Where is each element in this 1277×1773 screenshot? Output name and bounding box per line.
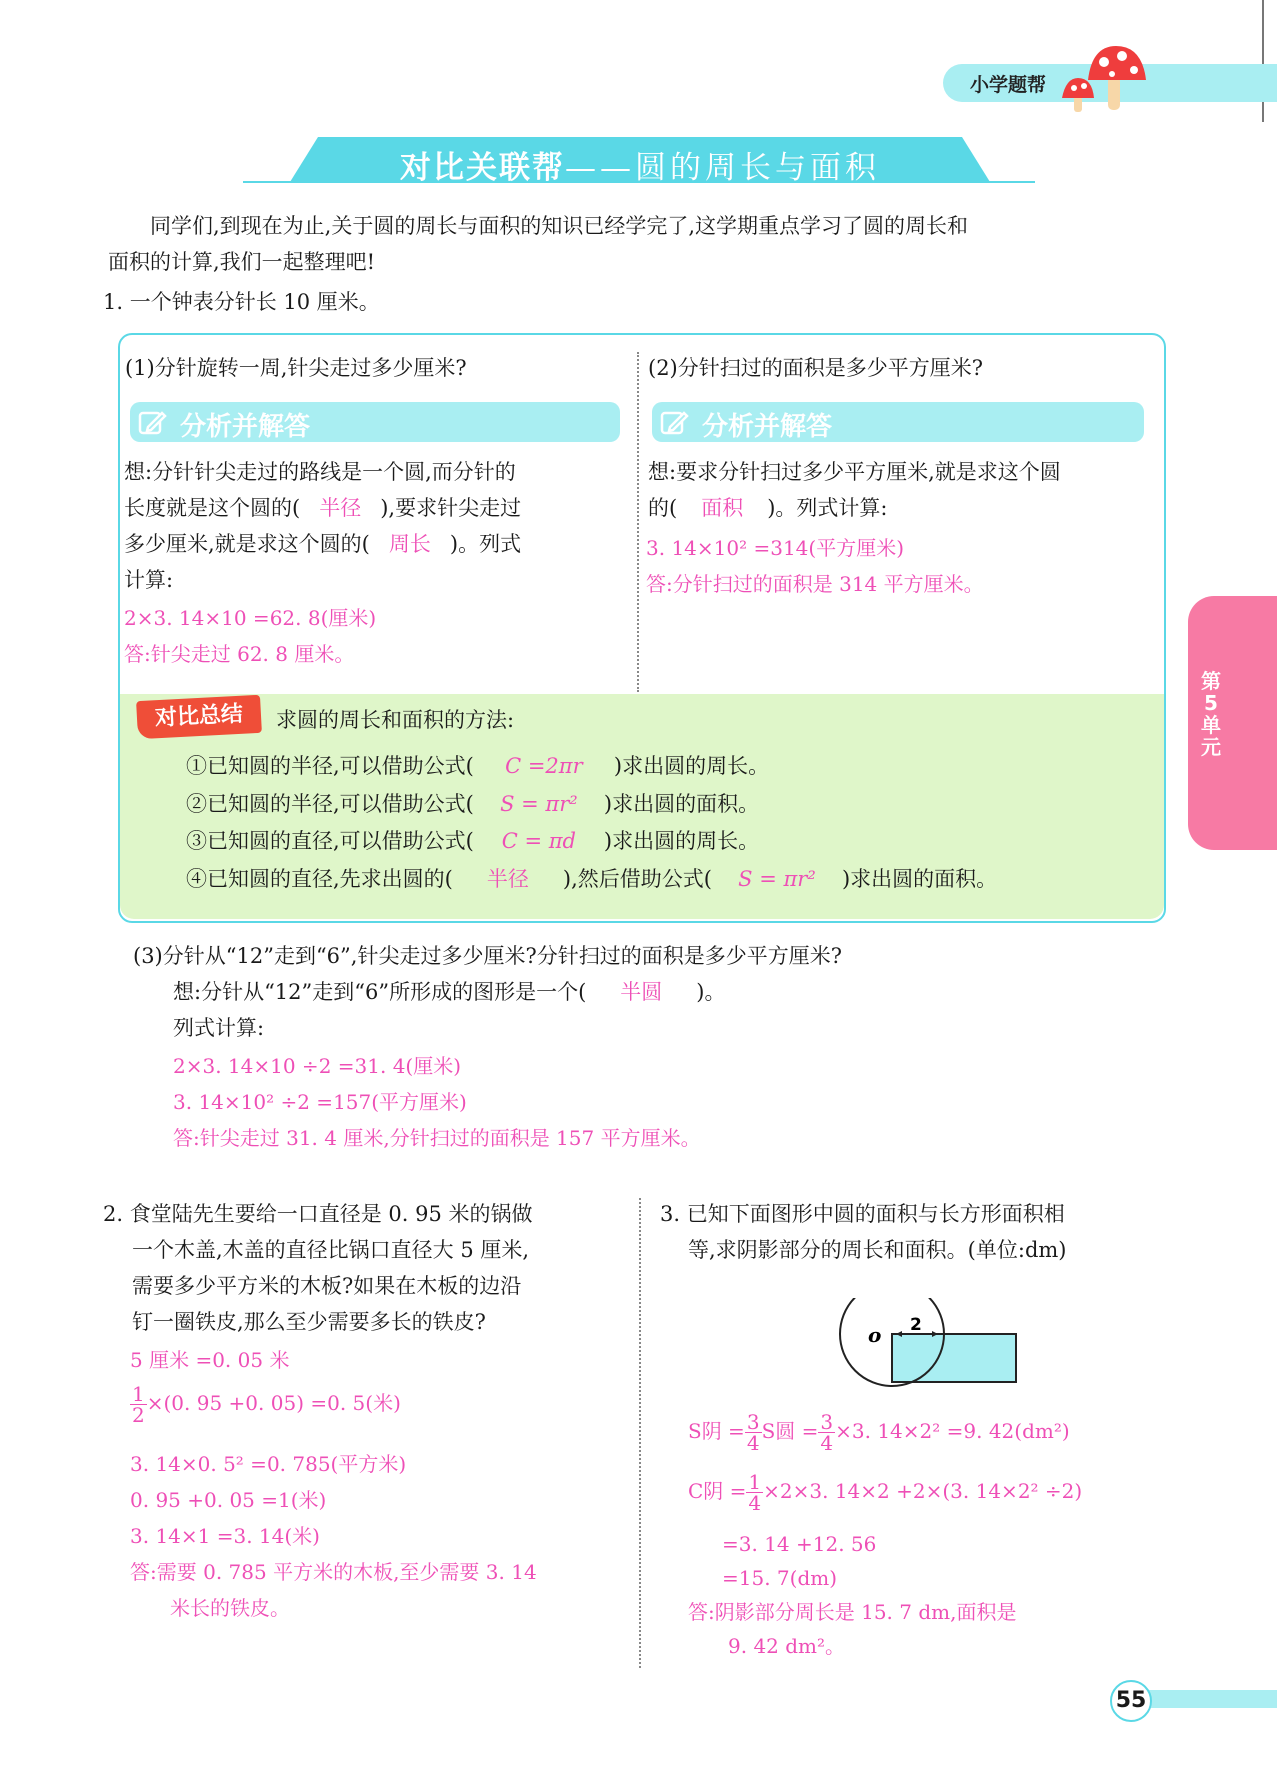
formula-4: S = πr² [738, 867, 816, 891]
q2-answer-2: 米长的铁皮。 [170, 1596, 290, 1620]
summary-lead: 求圆的周长和面积的方法: [276, 708, 515, 732]
title-dash: —— [565, 150, 635, 186]
q1-p3-think: 想:分针从“12”走到“6”所形成的图形是一个( 半圆 )。 [173, 974, 726, 1010]
summary-item-1: ①已知圆的半径,可以借助公式( C =2πr )求出圆的周长。 [186, 748, 769, 784]
intro-line-2: 面积的计算,我们一起整理吧! [108, 250, 376, 274]
q1-p1-question: (1)分针旋转一周,针尖走过多少厘米? [125, 356, 467, 380]
edit-icon [660, 409, 690, 437]
q1-p2-answer: 答:分针扫过的面积是 314 平方厘米。 [646, 572, 984, 596]
q2-step-4: 0. 95 +0. 05 =1(米) [130, 1488, 327, 1512]
q1-p3-question: (3)分针从“12”走到“6”,针尖走过多少厘米?分针扫过的面积是多少平方厘米? [133, 944, 842, 968]
q3-answer-2: 9. 42 dm²。 [728, 1634, 846, 1658]
circle-rectangle-figure [830, 1298, 1030, 1408]
q3-perimeter-calc: C阴 = $\frac{1}{4}$ ×2×3. 14×2 +2×(3. 14×2² ÷2) [688, 1470, 1083, 1515]
page-bar [1148, 1690, 1277, 1708]
q2-step-1: 5 厘米 =0. 05 米 [130, 1348, 290, 1372]
q1-p2-question: (2)分针扫过的面积是多少平方厘米? [648, 356, 984, 380]
brand-name: 小学题帮 [970, 74, 1047, 96]
blank-perimeter: 周长 [388, 532, 431, 556]
q1-p2-think-1: 想:要求分针扫过多少平方厘米,就是求这个圆 [648, 460, 1061, 484]
q1-p1-calc: 2×3. 14×10 =62. 8(厘米) [124, 606, 377, 630]
card-divider [637, 352, 639, 692]
q3-line-2: 等,求阴影部分的周长和面积。(单位:dm) [688, 1238, 1067, 1262]
summary-item-3: ③已知圆的直径,可以借助公式( C = πd )求出圆的周长。 [186, 823, 759, 859]
q1-p3-calc-label: 列式计算: [173, 1016, 265, 1040]
q2-step-2: $\frac{1}{2}$ ×(0. 95 +0. 05) =0. 5(米) [132, 1382, 401, 1427]
q1-p1-think-3: 多少厘米,就是求这个圆的( 周长 )。列式 [124, 526, 521, 562]
q1-p2-calc: 3. 14×10² =314(平方厘米) [646, 536, 905, 560]
q1-stem: 1. 一个钟表分针长 10 厘米。 [103, 290, 380, 314]
intro-line-1: 同学们,到现在为止,关于圆的周长与面积的知识已经学完了,这学期重点学习了圆的周长和 [150, 214, 969, 238]
q2-step-5: 3. 14×1 =3. 14(米) [130, 1524, 320, 1548]
formula-2: S = πr² [500, 792, 578, 816]
q2-step-3: 3. 14×0. 5² =0. 785(平方米) [130, 1452, 407, 1476]
center-label: o [868, 1323, 882, 1347]
q1-p3-answer: 答:针尖走过 31. 4 厘米,分针扫过的面积是 157 平方厘米。 [173, 1126, 701, 1150]
q1-p1-think-2: 长度就是这个圆的( 半径 ),要求针尖走过 [124, 490, 521, 526]
q2-line-1: 2. 食堂陆先生要给一口直径是 0. 95 米的锅做 [103, 1202, 533, 1226]
q3-perimeter-step-3: =15. 7(dm) [722, 1566, 838, 1590]
edge-line [1262, 0, 1264, 122]
q2-answer-1: 答:需要 0. 785 平方米的木板,至少需要 3. 14 [130, 1560, 537, 1584]
q3-answer-1: 答:阴影部分周长是 15. 7 dm,面积是 [688, 1600, 1017, 1624]
q3-perimeter-step-2: =3. 14 +12. 56 [722, 1532, 877, 1556]
radius-label: 2 [910, 1315, 922, 1335]
summary-tag: 对比总结 [136, 695, 262, 739]
formula-3: C = πd [501, 829, 576, 853]
analyze-label-2: 分析并解答 [702, 412, 833, 442]
mushroom-icon [1060, 42, 1148, 114]
page-title [290, 142, 990, 187]
q3-area-calc: S阴 = $\frac{3}{4}$ S圆 = $\frac{3}{4}$ ×3. 14×2² =9. 42(dm²) [688, 1410, 1070, 1455]
q1-p1-think-4: 计算: [124, 568, 174, 592]
summary-item-2: ②已知圆的半径,可以借助公式( S = πr² )求出圆的面积。 [186, 786, 759, 822]
blank-shape: 半圆 [620, 980, 663, 1004]
q1-p1-think-1: 想:分针针尖走过的路线是一个圆,而分针的 [124, 460, 516, 484]
q2-line-2: 一个木盖,木盖的直径比锅口直径大 5 厘米, [132, 1238, 530, 1262]
unit-tab-label: 第5单元 [1201, 669, 1221, 759]
page-number: 55 [1110, 1680, 1152, 1722]
q3-line-1: 3. 已知下面图形中圆的面积与长方形面积相 [660, 1202, 1065, 1226]
bottom-divider [639, 1198, 641, 1668]
q1-p3-calc-2: 3. 14×10² ÷2 =157(平方厘米) [173, 1090, 467, 1114]
title-main: 对比关联帮 [400, 150, 565, 186]
blank-radius-2: 半径 [486, 867, 529, 891]
q2-line-4: 钉一圈铁皮,那么至少需要多长的铁皮? [132, 1310, 486, 1334]
summary-item-4: ④已知圆的直径,先求出圆的( 半径 ),然后借助公式( S = πr² )求出圆的面积。 [186, 861, 997, 897]
blank-area: 面积 [701, 496, 744, 520]
analyze-label-1: 分析并解答 [180, 412, 311, 442]
q1-p1-answer: 答:针尖走过 62. 8 厘米。 [124, 642, 355, 666]
blank-radius: 半径 [319, 496, 362, 520]
q2-line-3: 需要多少平方米的木板?如果在木板的边沿 [132, 1274, 522, 1298]
title-sub: 圆的周长与面积 [635, 150, 880, 186]
formula-1: C =2πr [505, 754, 583, 778]
edit-icon [138, 409, 168, 437]
q1-p3-calc-1: 2×3. 14×10 ÷2 =31. 4(厘米) [173, 1054, 462, 1078]
q1-p2-think-2: 的( 面积 )。列式计算: [648, 490, 887, 526]
